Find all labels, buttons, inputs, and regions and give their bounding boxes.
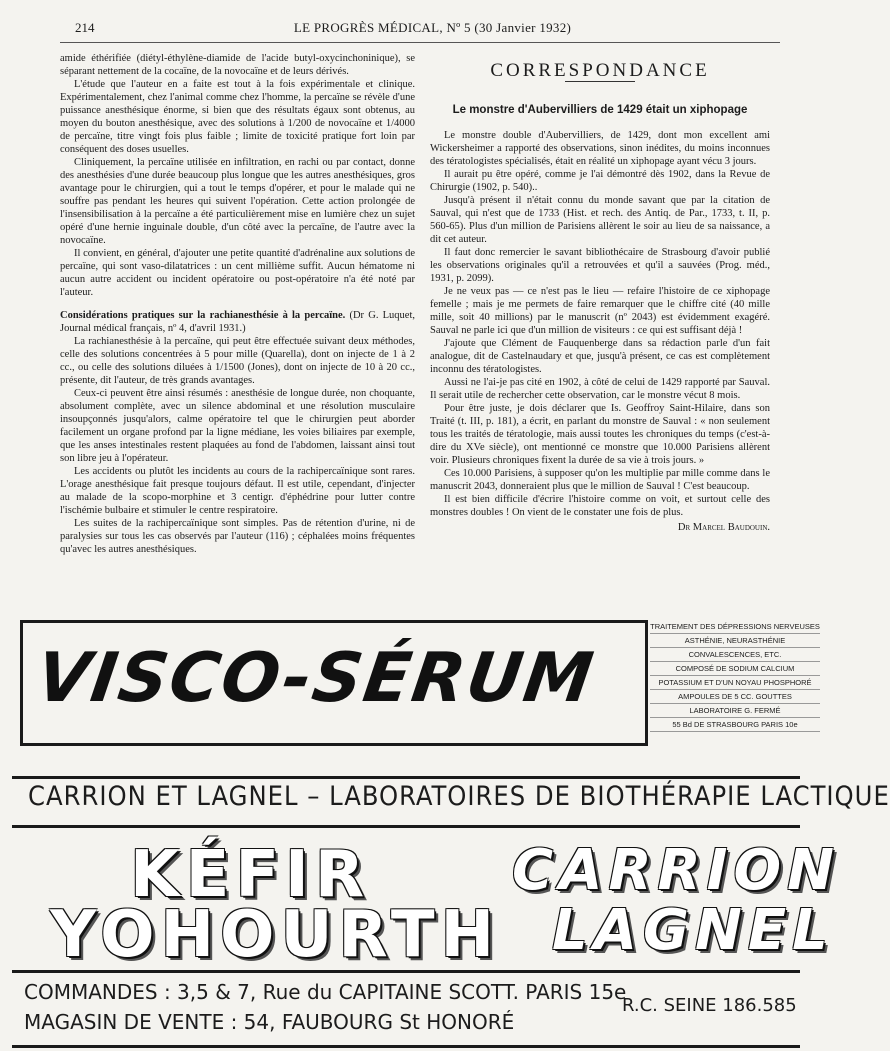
visco-details: [650, 620, 820, 732]
paragraph: Il convient, en général, d'ajouter une petite quantité d'adrénaline aux solutions de percaïne, qui sont vaso-dilatatrices : un cent millième suffit. Aucun hématome ni aucun autre accident ou incident opératoire ou post-opératoire n'a été noté par l'auteur.: [60, 248, 415, 298]
commandes-address: COMMANDES : 3,5 & 7, Rue du CAPITAINE SCOTT. PARIS 15e: [24, 980, 627, 1004]
visco-line: POTASSIUM ET D'UN NOYAU PHOSPHORÉ: [650, 676, 820, 690]
header-rule: [60, 42, 780, 43]
paragraph: J'ajoute que Clément de Fauquenberge dans sa rédaction parle d'un fait analogue, dit de Castelnaudary et que, jusqu'à présent, ce cas est complètement inconnu des tératologistes.: [430, 338, 770, 375]
section-title: CORRESPONDANCE: [490, 60, 710, 81]
heading-title: Considérations pratiques sur la rachianesthésie à la percaïne.: [60, 310, 346, 321]
paragraph: amide éthérifiée (diétyl-éthylène-diamide de l'acide butyl-oxycinchoninique), se séparant nettement de la cocaïne, de la novocaïne et de leurs dérivés.: [60, 53, 415, 77]
signature: Dr Marcel Baudouin.: [677, 522, 770, 533]
paragraph: Pour être juste, je dois déclarer que Is. Geoffroy Saint-Hilaire, dans son Traité (t. III, p. 181), a écrit, en parlant du monstre de Sauval : « non seulement tous les traités de tératologie, mais aussi toutes les chroniques du temps (c'est-à-dire du XVe siècle), ont mentionné ce monstre que 10.000 Parisiens allèrent voir. Plusieurs chroniques fixent la durée de sa vie à trois jours. »: [430, 403, 770, 466]
article-heading: [60, 309, 415, 335]
journal-title: LE PROGRÈS MÉDICAL, Nº 5 (30 Janvier 1932): [293, 20, 572, 35]
magasin-address: MAGASIN DE VENTE : 54, FAUBOURG St HONORÉ: [24, 1010, 515, 1034]
paragraph: L'étude que l'auteur en a faite est tout à la fois expérimentale et clinique. Expérimentalement, chez l'animal comme chez l'homme, la percaïne se révèle d'une puissance anesthésique énorme, si bien que des résultats égaux sont obtenus, au moyen du bouton anesthésique, avec des solutions à 1/200 de novocaïne et 1/4000 de percaïne, titre vingt fois plus faible ; limite de toxicité pratique fort loin par conséquent des doses usuelles.: [60, 79, 415, 155]
visco-line: TRAITEMENT DES DÉPRESSIONS NERVEUSES: [650, 620, 820, 634]
page-header: [75, 20, 790, 40]
visco-brand: VISCO-SÉRUM: [31, 639, 600, 718]
paragraph: Cliniquement, la percaïne utilisée en infiltration, en rachi ou par contact, donne des anesthésies d'une durée beaucoup plus longue que les autres anesthésiques, gros avantage pour le chirurgien, qui a tout le temps d'opérer, et pour le malade qui ne souffre pas pendant les heures qui suivent l'opération. Cette action prolongée de l'insensibilisation à la percaïne a été particulièrement mise en lumière chez un sujet opéré d'une hernie inguinale double, d'un côté avec la percaïne, de l'autre avec la novocaïne.: [60, 157, 415, 246]
visco-logo-box: [20, 620, 648, 746]
paragraph: Aussi ne l'ai-je pas cité en 1902, à côté de celui de 1429 rapporté par Sauval. Il serait utile de rechercher cette observation, car le monstre vécut 8 mois.: [430, 377, 770, 401]
heading-reference: (Dr G. Luquet, Journal médical français, nº 4, d'avril 1931.): [60, 310, 416, 334]
article-title: Le monstre d'Aubervilliers de 1429 était un xiphopage: [452, 104, 748, 116]
carrion-addresses: [24, 977, 626, 1037]
right-column: [430, 52, 770, 534]
carrion-top-banner: [12, 776, 890, 828]
visco-line: LABORATOIRE G. FERMÉ: [650, 704, 820, 718]
paragraph: Les suites de la rachipercaïnique sont simples. Pas de rétention d'urine, ni de paralysies sur tous les cas observés par l'auteur (116) ; céphalées moins fréquentes qu'avec les autres anesthésiques.: [60, 518, 415, 555]
rc-number: R.C. SEINE 186.585: [622, 995, 797, 1016]
paragraph: Jusqu'à présent il n'était connu du monde savant que par la citation de Sauval, qui n'est que de 1733 (Hist. et rech. des Antiq. de Par., 1733, t. II, p. 560-65). Plus d'un million de Parisiens allèrent le soir au lieu de sa naissance, a dit cet auteur.: [430, 195, 770, 245]
carrion-address-banner: [12, 970, 800, 1048]
paragraph: Il faut donc remercier le savant bibliothécaire de Strasbourg d'avoir publié les observations originales qu'il a retrouvées et qu'il a sauvées (Prog. méd., 1931, p. 2099).: [430, 247, 770, 284]
kefir-word: KÉFIR: [130, 838, 371, 912]
left-column: [60, 52, 415, 556]
visco-line: AMPOULES DE 5 CC. GOUTTES: [650, 690, 820, 704]
carrion-lagnel-advertisement: [12, 758, 890, 1048]
paragraph: Ceux-ci peuvent être ainsi résumés : anesthésie de longue durée, non choquante, absolument complète, avec un silence abdominal et une résolution musculaire insoupçonnés jusqu'alors, calme opératoire tel que le chirurgien peut aborder facilement un organe profond par la ligne médiane, les voies biliaires par exemple, que les anses intestinales restent plaquées au fond de l'abdomen, laissant ainsi tout son libre jeu à l'opérateur.: [60, 388, 415, 464]
visco-line: 55 Bd DE STRASBOURG PARIS 10e: [650, 718, 820, 732]
paragraph: Le monstre double d'Aubervilliers, de 1429, dont mon excellent ami Wickersheimer a rapporté des observations, sinon inédites, du moins inconnues des tératologistes spécialisés, était en réalité un xiphopage ayant vécu 3 jours.: [430, 130, 770, 167]
paragraph: La rachianesthésie à la percaïne, qui peut être effectuée suivant deux méthodes, celle des solutions concentrées à 5 pour mille (Quarella), dont on injecte de 1 à 2 cc., ou celle des solutions diluées à 1/1500 (Jones), dont on injecte de 10 à 20 cc., présente, dit l'auteur, de très grands avantages.: [60, 336, 415, 386]
paragraph: Les accidents ou plutôt les incidents au cours de la rachipercaïnique sont rares. L'orage anesthésique fait presque toujours défaut. Il est utile, cependant, d'injecter au malade de la scopo-morphine et 3 centigr. d'éphédrine pour lutter contre l'ischémie bulbaire et stimuler le centre respiratoire.: [60, 466, 415, 516]
visco-line: ASTHÉNIE, NEURASTHÉNIE: [650, 634, 820, 648]
page-number: 214: [75, 20, 95, 35]
visco-line: COMPOSÉ DE SODIUM CALCIUM: [650, 662, 820, 676]
carrion-laboratory-name: CARRION ET LAGNEL – LABORATOIRES DE BIOTHÉRAPIE LACTIQUE: [28, 781, 890, 812]
paragraph: Je ne veux pas — ce n'est pas le lieu — refaire l'histoire de ce xiphopage femelle ; mais je me permets de faire remarquer que le chiffre cité (40 mille mille, soit 40 millions) par le manuscrit (nº 2043) est évidemment exagéré. Sauval ne parle ici que d'un million de visiteurs : ce qui est suffisant déjà !: [430, 286, 770, 336]
paragraph: Ces 10.000 Parisiens, à supposer qu'on les multiplie par mille comme dans le manuscrit 2043, donneraient plus que le million de Sauval ! C'est beaucoup.: [430, 468, 770, 492]
visco-serum-advertisement: [20, 620, 820, 746]
paragraph: Il est bien difficile d'écrire l'histoire comme on voit, et surtout celle des monstres doubles ! On vient de le constater une fois de plus.: [430, 494, 770, 518]
section-rule: [565, 81, 635, 82]
carrion-word: CARRION: [512, 838, 840, 903]
lagnel-word: LAGNEL: [552, 898, 834, 963]
paragraph: Il aurait pu être opéré, comme je l'ai démontré dès 1902, dans la Revue de Chirurgie (1902, p. 540)..: [430, 169, 770, 193]
visco-line: CONVALESCENCES, ETC.: [650, 648, 820, 662]
yohourth-word: YOHOURTH: [50, 898, 501, 972]
